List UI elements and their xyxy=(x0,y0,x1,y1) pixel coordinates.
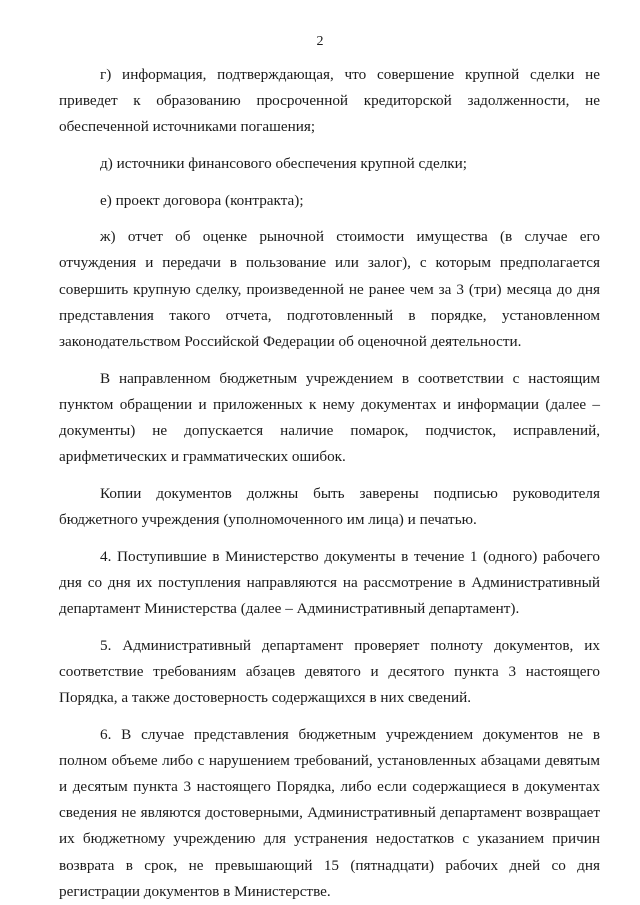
paragraph-copies: Копии документов должны быть заверены подписью руководителя бюджетного учреждения (уполномоченного им лица) и печатью. xyxy=(59,484,600,528)
paragraph-item-zh: ж) отчет об оценке рыночной стоимости имущества (в случае его отчуждения и передачи в пользование или залог), с которым предполагается совершить крупную сделку, произведенной не ранее чем за 3 (три) месяца до дня представления такого отчета, подготовленный в порядке, установленном законодательством Российской Федерации об оценочной деятельности. xyxy=(59,228,600,350)
paragraph-documents-requirements: В направленном бюджетным учреждением в соответствии с настоящим пунктом обращении и приложенных к нему документах и информации (далее – документы) не допускается наличие помарок, подчисток, исправлений, арифметических и грамматических ошибок. xyxy=(59,369,600,466)
paragraph-item-e: е) проект договора (контракта); xyxy=(100,191,304,209)
paragraph-item-d: д) источники финансового обеспечения крупной сделки; xyxy=(100,155,468,172)
paragraph-item-g: г) информация, подтверждающая, что совершение крупной сделки не приведет к образованию просроченной кредиторской задолженности, не обеспеченной источниками погашения; xyxy=(59,66,600,136)
document-body xyxy=(59,62,600,905)
paragraph-clause-6: 6. В случае представления бюджетным учреждением документов не в полном объеме либо с нарушением требований, установленных абзацами девятым и десятым пункта 3 настоящего Порядка, либо если содержащиеся в документах сведения не являются достоверными, Административный департамент возвращает их бюджетному учреждению для устранения недостатков с указанием причин возврата в срок, не превышающий 15 (пятнадцати) рабочих дней со дня регистрации документов в Министерстве. xyxy=(59,725,600,900)
page-number: 2 xyxy=(316,34,324,49)
paragraph-clause-5: 5. Административный департамент проверяет полноту документов, их соответствие требованиям абзацев девятого и десятого пункта 3 настоящего Порядка, а также достоверность содержащихся в них сведений. xyxy=(59,636,600,706)
paragraph-clause-4: 4. Поступившие в Министерство документы в течение 1 (одного) рабочего дня со дня их поступления направляются на рассмотрение в Административный департамент Министерства (далее – Административный департамент). xyxy=(59,547,600,617)
